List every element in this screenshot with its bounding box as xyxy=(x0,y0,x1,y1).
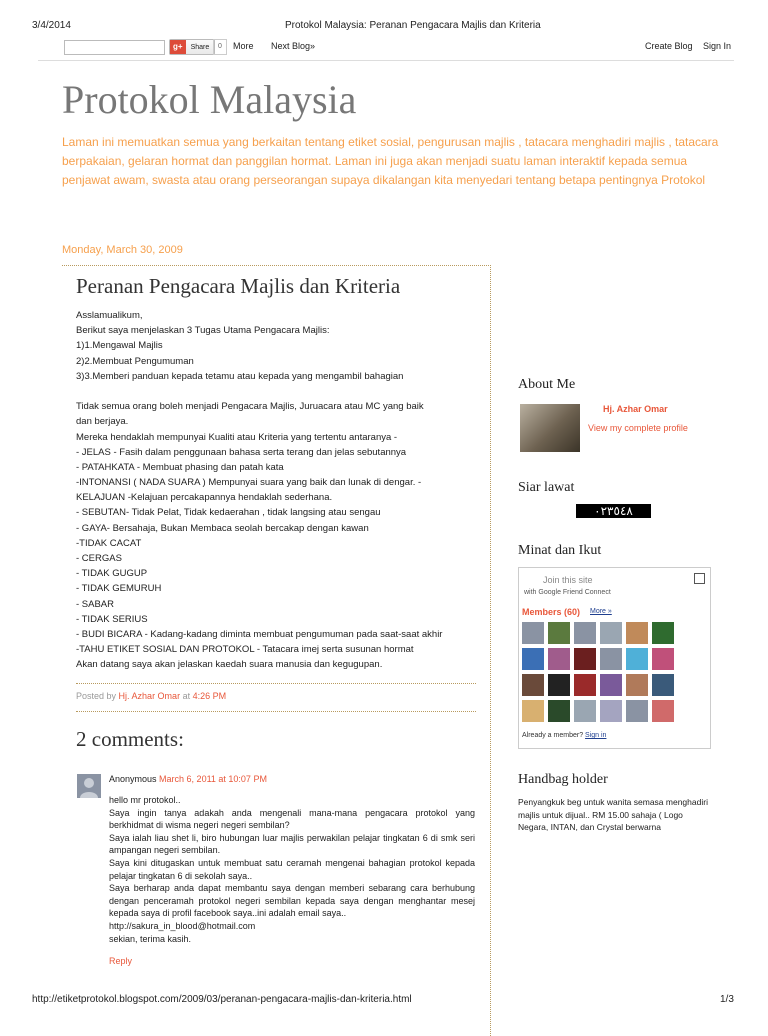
blog-description: Laman ini memuatkan semua yang berkaitan tentang etiket sosial, pengurusan majlis , tatacara menghadiri majlis , tatacara berpakaian, gelaran hormat dan panggilan hormat. Laman ini juga akan menjadi suatu laman interaktif kepada semua penjawat awam, swasta atau orang perseorangan supaya dikalangan kita menyedari tentang betapa pentingnya Protokol xyxy=(62,135,719,187)
post-body-line: Asslamualikum, xyxy=(76,310,143,321)
comment-line: berkhidmat di wisma negeri negeri sembilan? xyxy=(109,820,290,831)
already-member-label: Already a member? xyxy=(522,732,584,739)
comment-reply-link[interactable]: Reply xyxy=(109,956,133,966)
comment-line: kepada saya di profil facebook saya..ini adalah email saya.. xyxy=(109,908,347,919)
popout-icon[interactable] xyxy=(694,573,705,584)
more-button[interactable]: More xyxy=(233,41,254,51)
post-footer xyxy=(76,691,226,701)
post-body-line: Tidak semua orang boleh menjadi Pengacara Majlis, Juruacara atau MC yang baik xyxy=(76,401,424,413)
post-author-link[interactable]: Hj. Azhar Omar xyxy=(118,691,181,701)
handbag-title: Handbag holder xyxy=(518,772,608,787)
comment-line: http://sakura_in_blood@hotmail.com xyxy=(109,920,256,931)
visit-counter: ٠٢٣٥٤٨ xyxy=(576,504,651,518)
member-avatar[interactable] xyxy=(626,648,648,670)
comment-line: Saya berharap anda dapat membantu saya dengan memberi sebarang cara berhubung xyxy=(109,883,475,894)
member-avatar[interactable] xyxy=(626,622,648,644)
comments-divider xyxy=(76,711,476,712)
member-avatar[interactable] xyxy=(548,648,570,670)
gfc-sign-in-link[interactable]: Sign in xyxy=(585,732,607,739)
member-avatar[interactable] xyxy=(548,700,570,722)
post-body-line: 3)3.Memberi panduan kepada tetamu atau kepada yang mengambil bahagian xyxy=(76,370,404,382)
print-page-title: Protokol Malaysia: Peranan Pengacara Majlis dan Kriteria xyxy=(285,20,541,31)
member-avatar[interactable] xyxy=(652,648,674,670)
post-body-line: - TIDAK GEMURUH xyxy=(76,583,162,595)
member-avatar[interactable] xyxy=(574,648,596,670)
followers-title: Minat dan Ikut xyxy=(518,543,602,558)
comment-line: Saya kini ditugaskan untuk membuat satu ceramah mengenai bahagian protokol kepada xyxy=(109,857,475,868)
post-time-link[interactable]: 4:26 PM xyxy=(192,691,227,701)
post-body-line: - BUDI BICARA - Kadang-kadang diminta membuat pengumuman pada saat-saat akhir xyxy=(76,628,443,640)
navbar-divider xyxy=(38,60,734,61)
post-body xyxy=(76,308,478,673)
member-avatar[interactable] xyxy=(626,674,648,696)
comment-line: pelajar tingkatan 6 di sekolah saya.. xyxy=(109,870,253,881)
member-avatar[interactable] xyxy=(626,700,648,722)
post-date-header: Monday, March 30, 2009 xyxy=(62,244,183,256)
sign-in-link[interactable]: Sign In xyxy=(703,41,732,51)
comment-line: Saya ingin tanya adakah anda mengenali mana-mana pengacara protokol yang xyxy=(109,807,475,818)
post-body-line: -INTONANSI ( NADA SUARA ) Mempunyai suara yang baik dan lunak di dengar. - xyxy=(76,477,422,489)
about-me-title: About Me xyxy=(518,377,576,392)
join-site-button[interactable]: Join this site xyxy=(543,575,593,585)
post-body-line: 2)2.Membuat Pengumuman xyxy=(76,355,194,367)
posted-by-label: Posted by xyxy=(76,691,117,701)
profile-name-link[interactable]: Hj. Azhar Omar xyxy=(603,404,668,414)
comment-line: hello mr protokol.. xyxy=(109,795,181,805)
member-avatar[interactable] xyxy=(548,622,570,644)
member-avatar[interactable] xyxy=(600,622,622,644)
post-body-line: - CERGAS xyxy=(76,553,122,564)
post-body-line: - TIDAK SERIUS xyxy=(76,613,148,625)
member-avatar[interactable] xyxy=(600,674,622,696)
post-body-line: Akan datang saya akan jelaskan kaedah suara manusia dan kegugupan. xyxy=(76,659,383,671)
member-avatar[interactable] xyxy=(652,700,674,722)
comment-header xyxy=(109,774,267,784)
post-title[interactable]: Peranan Pengacara Majlis dan Kriteria xyxy=(76,274,401,298)
comment-body xyxy=(109,794,475,945)
comment-line: sekian, terima kasih. xyxy=(109,933,192,944)
post-body-line: - GAYA- Bersahaja, Bukan Membaca seolah bercakap dengan kawan xyxy=(76,522,369,534)
member-avatar[interactable] xyxy=(522,648,544,670)
handbag-description: Penyangkuk beg untuk wanita semasa menghadiri majlis untuk dijual.. RM 15.00 sahaja ( Logo Negara, INTAN, dan Crystal berwarna xyxy=(518,797,708,833)
post-body-line: 1)1.Mengawal Majlis xyxy=(76,340,163,352)
member-avatar[interactable] xyxy=(574,622,596,644)
share-label: Share xyxy=(190,43,210,51)
profile-photo[interactable] xyxy=(520,404,580,452)
comments-header: 2 comments: xyxy=(76,727,184,751)
member-avatar[interactable] xyxy=(574,674,596,696)
view-profile-link[interactable]: View my complete profile xyxy=(588,423,688,433)
print-url: http://etiketprotokol.blogspot.com/2009/03/peranan-pengacara-majlis-dan-kriteria.html xyxy=(32,994,412,1005)
print-page-number: 1/3 xyxy=(720,994,734,1005)
post-body-line: dan berjaya. xyxy=(76,416,129,428)
comment-date-link[interactable]: March 6, 2011 at 10:07 PM xyxy=(159,774,267,784)
friend-connect-label: with Google Friend Connect xyxy=(524,589,611,596)
next-blog-link[interactable]: Next Blog» xyxy=(271,41,316,51)
navbar-search-input[interactable] xyxy=(64,40,165,55)
google-plus-share-button[interactable] xyxy=(169,39,215,55)
post-body-line: Mereka hendaklah mempunyai Kualiti atau Kriteria yang tertentu antaranya - xyxy=(76,431,398,443)
comment-author: Anonymous xyxy=(109,774,157,784)
comment-avatar xyxy=(77,774,101,798)
comment-line: Saya ialah liau shet li, biro hubungan luar majlis perwakilan pelajar tingkatan 6 di smk seri xyxy=(109,832,475,843)
member-avatar[interactable] xyxy=(600,648,622,670)
post-footer-divider xyxy=(76,683,476,684)
post-body-line: -TAHU ETIKET SOSIAL DAN PROTOKOL - Tatacara imej serta susunan hormat xyxy=(76,644,414,656)
share-count: 0 xyxy=(213,39,227,55)
members-count: Members (60) xyxy=(522,607,581,617)
comment-line: dengan penceramah protokol negeri sembilan kepada saya dengan menghantar mesej xyxy=(109,895,475,906)
member-avatar[interactable] xyxy=(574,700,596,722)
member-avatar[interactable] xyxy=(600,700,622,722)
post-body-line: - JELAS - Fasih dalam penggunaan bahasa serta terang dan jelas sebutannya xyxy=(76,446,407,458)
post-body-line xyxy=(76,384,478,399)
member-avatar[interactable] xyxy=(522,622,544,644)
post-body-line: - TIDAK GUGUP xyxy=(76,568,148,580)
at-label: at xyxy=(182,691,191,701)
already-member-row xyxy=(522,732,606,739)
post-body-line: - SEBUTAN- Tidak Pelat, Tidak kedaerahan , tidak langsing atau sengau xyxy=(76,507,381,519)
member-avatar[interactable] xyxy=(652,622,674,644)
members-avatar-grid xyxy=(522,622,674,722)
post-body-line: KELAJUAN -Kelajuan percakapannya hendaklah sederhana. xyxy=(76,492,333,504)
post-body-line: - SABAR xyxy=(76,598,115,610)
member-avatar[interactable] xyxy=(548,674,570,696)
member-avatar[interactable] xyxy=(652,674,674,696)
member-avatar[interactable] xyxy=(522,674,544,696)
create-blog-link[interactable]: Create Blog xyxy=(645,41,693,51)
google-plus-icon: g+ xyxy=(170,40,186,54)
blog-title[interactable]: Protokol Malaysia xyxy=(62,77,357,122)
user-silhouette-icon xyxy=(77,774,101,798)
visits-title: Siar lawat xyxy=(518,480,575,495)
post-body-line: - PATAHKATA - Membuat phasing dan patah kata xyxy=(76,461,284,473)
post-body-line: -TIDAK CACAT xyxy=(76,537,142,549)
comment-line: ampangan negeri sembilan. xyxy=(109,845,221,856)
print-date: 3/4/2014 xyxy=(32,20,71,31)
member-avatar[interactable] xyxy=(522,700,544,722)
post-body-line: Berikut saya menjelaskan 3 Tugas Utama Pengacara Majlis: xyxy=(76,325,330,337)
members-more-link[interactable]: More » xyxy=(590,608,612,615)
